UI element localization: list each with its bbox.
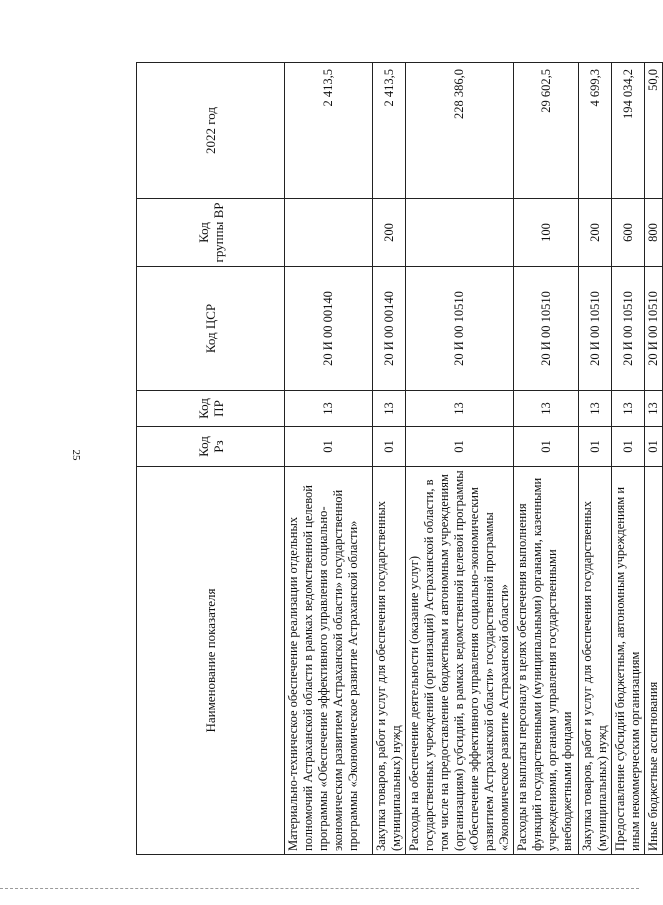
cell-csr: 20 И 00 10510	[579, 267, 612, 391]
table-header-row	[137, 63, 285, 855]
table-row	[406, 63, 514, 855]
cell-vr: 200	[373, 199, 406, 267]
cell-vr	[285, 199, 373, 267]
cell-name: Расходы на обеспечение деятельности (оказание услуг) государственных учреждений (организаций) Астраханской области, в том числе на предоставление бюджетным и автономным учреждениям (организациям) субсидий, в рамках ведомственной целевой программы «Обеспечение эффективного управления социально-экономическим развитием Астраханской области» государственной программы «Экономическое развитие Астраханской области»	[406, 467, 514, 855]
cell-year: 194 034,2	[612, 63, 645, 199]
cell-rz: 01	[285, 427, 373, 467]
cell-year: 2 413,5	[285, 63, 373, 199]
header-name: Наименование показателя	[137, 467, 285, 855]
cell-pr: 13	[514, 391, 579, 427]
cell-name: Материально-техническое обеспечение реализации отдельных полномочий Астраханской области в рамках ведомственной целевой программы «Обеспечение эффективного управления социально-экономическим развитием Астраханской области» государственной программы «Экономическое развитие Астраханской области»	[285, 467, 373, 855]
cell-pr: 13	[406, 391, 514, 427]
cell-name: Закупка товаров, работ и услуг для обеспечения государственных (муниципальных) нужд	[373, 467, 406, 855]
cell-pr: 13	[579, 391, 612, 427]
table-row	[285, 63, 373, 855]
header-vr: Код группы ВР	[137, 199, 285, 267]
cell-rz: 01	[373, 427, 406, 467]
cell-vr: 800	[645, 199, 663, 267]
cell-pr: 13	[373, 391, 406, 427]
header-year: 2022 год	[137, 63, 285, 199]
table-row	[373, 63, 406, 855]
cell-year: 29 602,5	[514, 63, 579, 199]
cell-vr: 600	[612, 199, 645, 267]
cell-rz: 01	[645, 427, 663, 467]
header-pr: Код ПР	[137, 391, 285, 427]
page-number: 25	[70, 449, 82, 461]
scan-edge-divider	[0, 888, 639, 889]
cell-rz: 01	[514, 427, 579, 467]
cell-pr: 13	[645, 391, 663, 427]
cell-csr: 20 И 00 10510	[612, 267, 645, 391]
budget-table	[136, 62, 663, 855]
cell-year: 228 386,0	[406, 63, 514, 199]
cell-csr: 20 И 00 00140	[373, 267, 406, 391]
cell-rz: 01	[406, 427, 514, 467]
cell-pr: 13	[612, 391, 645, 427]
cell-year: 50,0	[645, 63, 663, 199]
cell-csr: 20 И 00 10510	[645, 267, 663, 391]
cell-vr: 200	[579, 199, 612, 267]
cell-name: Закупка товаров, работ и услуг для обеспечения государственных (муниципальных) нужд	[579, 467, 612, 855]
cell-pr: 13	[285, 391, 373, 427]
cell-rz: 01	[579, 427, 612, 467]
header-csr: Код ЦСР	[137, 267, 285, 391]
cell-name: Расходы на выплаты персоналу в целях обеспечения выполнения функций государственными (муниципальными) органами, казенными учреждениями, органами управления государственными внебюджетными фондами	[514, 467, 579, 855]
cell-rz: 01	[612, 427, 645, 467]
cell-vr: 100	[514, 199, 579, 267]
table-row	[645, 63, 663, 855]
cell-csr: 20 И 00 10510	[406, 267, 514, 391]
header-rz: Код Рз	[137, 427, 285, 467]
table-row	[514, 63, 579, 855]
cell-year: 4 699,3	[579, 63, 612, 199]
cell-csr: 20 И 00 00140	[285, 267, 373, 391]
cell-csr: 20 И 00 10510	[514, 267, 579, 391]
cell-name: Иные бюджетные ассигнования	[645, 467, 663, 855]
cell-year: 2 413,5	[373, 63, 406, 199]
table-row	[612, 63, 645, 855]
table-row	[579, 63, 612, 855]
cell-name: Предоставление субсидий бюджетным, автономным учреждениям и иным некоммерческим организациям	[612, 467, 645, 855]
budget-table-container	[136, 63, 660, 855]
cell-vr	[406, 199, 514, 267]
